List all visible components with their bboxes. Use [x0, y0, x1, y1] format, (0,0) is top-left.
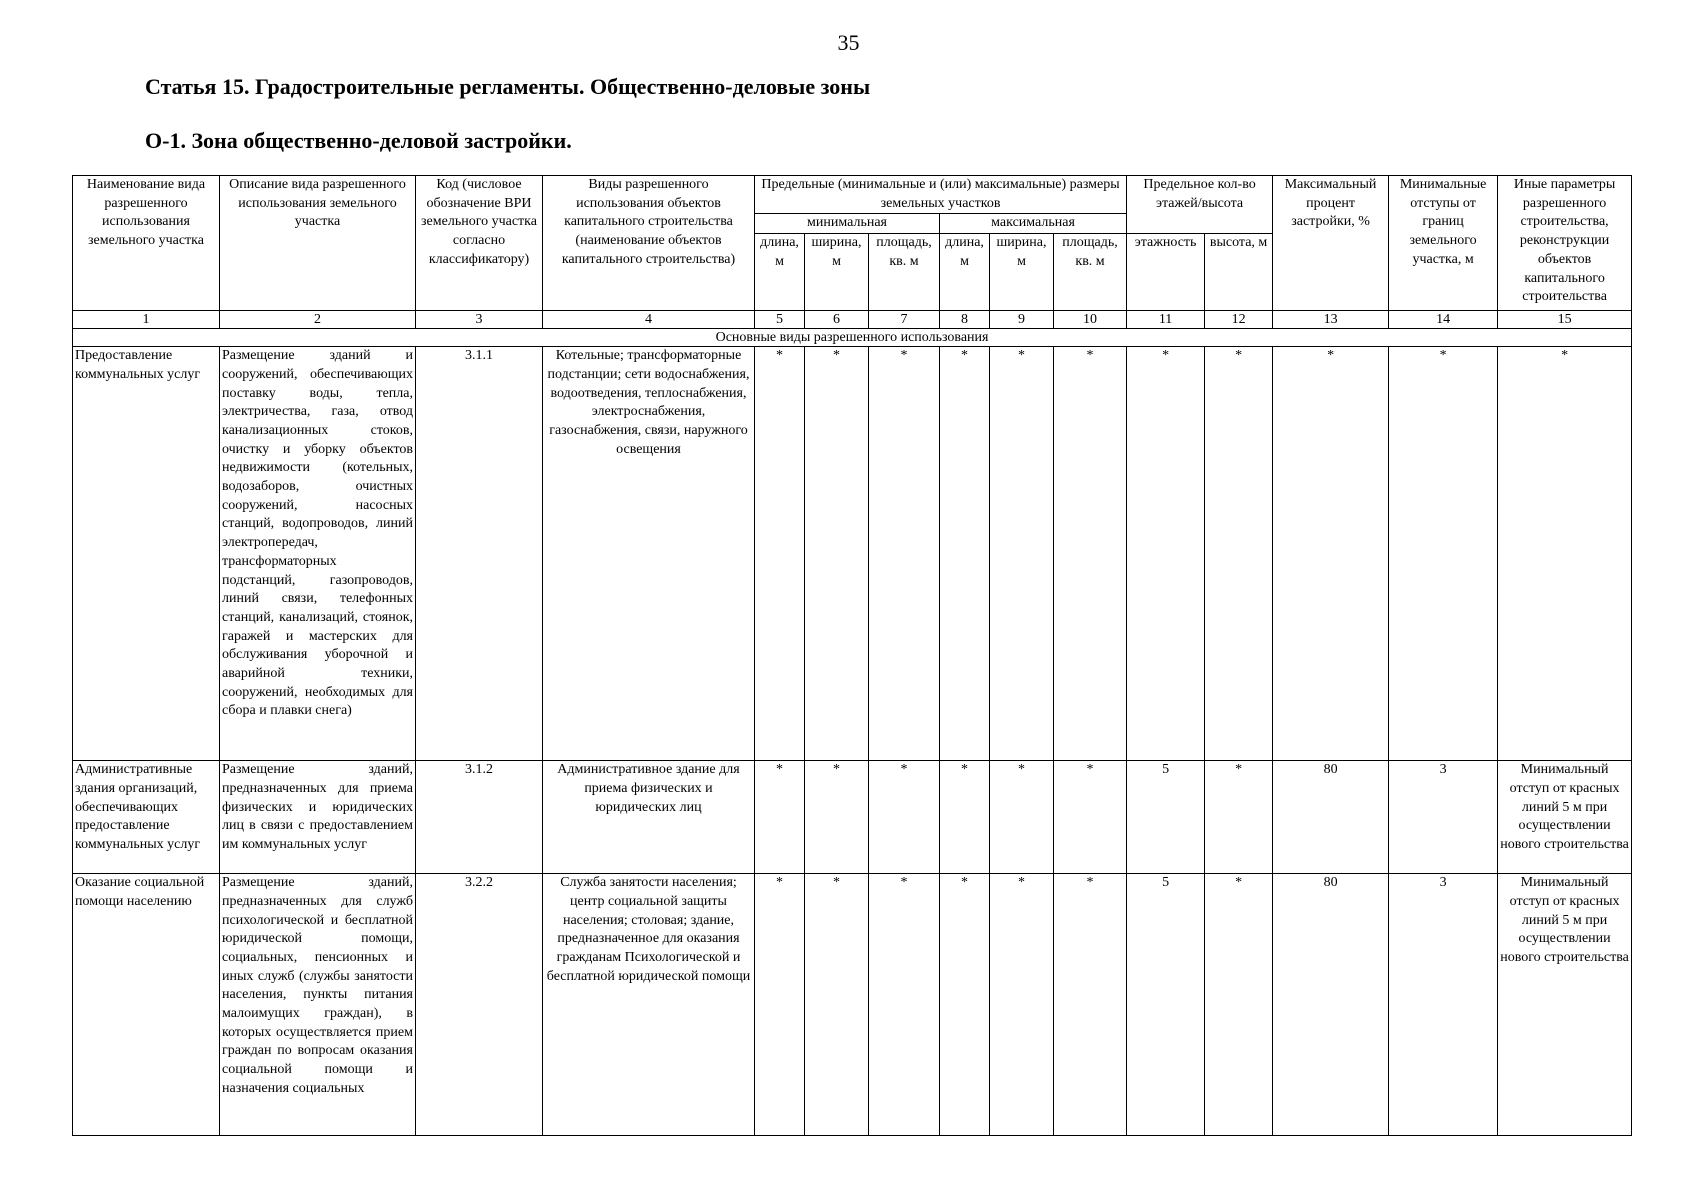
- column-number: 7: [869, 311, 940, 329]
- other-parameters-value: Минимальный отступ от красных линий 5 м при осуществлении нового строительства: [1498, 761, 1632, 874]
- header-max-length: длина, м: [940, 234, 990, 311]
- column-number: 12: [1205, 311, 1273, 329]
- column-number: 4: [543, 311, 755, 329]
- min-area-value: *: [869, 874, 940, 1136]
- header-row-1: [73, 176, 1632, 195]
- column-number: 5: [755, 311, 805, 329]
- vri-name: Оказание социальной помощи населению: [73, 874, 220, 1136]
- capital-objects: Административное здание для приема физических и юридических лиц: [543, 761, 755, 874]
- max-percent-value: 80: [1273, 761, 1389, 874]
- min-area-value: *: [869, 347, 940, 761]
- vri-name: Предоставление коммунальных услуг: [73, 347, 220, 761]
- floors-value: 5: [1127, 874, 1205, 1136]
- min-width-value: *: [805, 761, 869, 874]
- section-row: [73, 329, 1632, 347]
- article-title: Статья 15. Градостроительные регламенты. Общественно-деловые зоны: [145, 74, 871, 99]
- max-area-value: *: [1054, 347, 1127, 761]
- min-length-value: *: [755, 347, 805, 761]
- header-capital-objects: Виды разрешенного использования объектов капитального строительства (наименование объектов капитального строительства): [543, 176, 755, 311]
- header-max-area: площадь, кв. м: [1054, 234, 1127, 311]
- vri-description: Размещение зданий и сооружений, обеспечивающих поставку воды, тепла, электричества, газа, отвод канализационных стоков, очистку и уборку объектов недвижимости (котельных, водозаборов, очистных сооружений, насосных станций, водопроводов, линий электропередач, трансформаторных подстанций, газопроводов, линий связи, телефонных станций, канализаций, стоянок, гаражей и мастерских для обслуживания уборочной и аварийной техники, сооружений, необходимых для сбора и плавки снега): [220, 347, 416, 761]
- vri-code: 3.1.2: [416, 761, 543, 874]
- zone-title: О-1. Зона общественно-деловой застройки.: [145, 128, 572, 153]
- other-parameters-value: Минимальный отступ от красных линий 5 м при осуществлении нового строительства: [1498, 874, 1632, 1136]
- table-row: [73, 874, 1632, 1136]
- min-setback-value: *: [1389, 347, 1498, 761]
- min-area-value: *: [869, 761, 940, 874]
- header-maximum: максимальная: [940, 214, 1127, 234]
- min-length-value: *: [755, 874, 805, 1136]
- min-setback-value: 3: [1389, 761, 1498, 874]
- header-floors-height: Предельное кол-во этажей/высота: [1127, 176, 1273, 234]
- vri-description: Размещение зданий, предназначенных для служб психологической и бесплатной юридической помощи, социальных, пенсионных и иных служб (службы занятости населения, пункты питания малоимущих граждан), в которых осуществляется прием граждан по вопросам оказания социальной помощи и назначения социальных: [220, 874, 416, 1136]
- vri-code: 3.1.1: [416, 347, 543, 761]
- max-width-value: *: [990, 761, 1054, 874]
- height-value: *: [1205, 874, 1273, 1136]
- max-area-value: *: [1054, 874, 1127, 1136]
- page-number: 35: [837, 30, 860, 55]
- regulations-table: [72, 175, 1632, 1136]
- header-min-length: длина, м: [755, 234, 805, 311]
- header-min-area: площадь, кв. м: [869, 234, 940, 311]
- header-floors: этажность: [1127, 234, 1205, 311]
- max-length-value: *: [940, 874, 990, 1136]
- header-max-building-percent: Максимальный процент застройки, %: [1273, 176, 1389, 311]
- header-other-parameters: Иные параметры разрешенного строительства, реконструкции объектов капитального строительства: [1498, 176, 1632, 311]
- min-width-value: *: [805, 347, 869, 761]
- min-setback-value: 3: [1389, 874, 1498, 1136]
- column-numbers-row: [73, 311, 1632, 329]
- min-length-value: *: [755, 761, 805, 874]
- height-value: *: [1205, 761, 1273, 874]
- max-length-value: *: [940, 761, 990, 874]
- header-min-setbacks: Минимальные отступы от границ земельного участка, м: [1389, 176, 1498, 311]
- vri-description: Размещение зданий, предназначенных для приема физических и юридических лиц в связи с предоставлением им коммунальных услуг: [220, 761, 416, 874]
- section-title: Основные виды разрешенного использования: [73, 329, 1632, 347]
- column-number: 10: [1054, 311, 1127, 329]
- column-number: 1: [73, 311, 220, 329]
- vri-code: 3.2.2: [416, 874, 543, 1136]
- header-height: высота, м: [1205, 234, 1273, 311]
- column-number: 15: [1498, 311, 1632, 329]
- column-number: 11: [1127, 311, 1205, 329]
- vri-name: Административные здания организаций, обеспечивающих предоставление коммунальных услуг: [73, 761, 220, 874]
- header-min-width: ширина, м: [805, 234, 869, 311]
- column-number: 3: [416, 311, 543, 329]
- capital-objects: Служба занятости населения; центр социальной защиты населения; столовая; здание, предназначенное для оказания гражданам Психологической и бесплатной юридической помощи: [543, 874, 755, 1136]
- floors-value: *: [1127, 347, 1205, 761]
- column-number: 14: [1389, 311, 1498, 329]
- header-max-width: ширина, м: [990, 234, 1054, 311]
- header-vri-code: Код (числовое обозначение ВРИ земельного участка согласно классификатору): [416, 176, 543, 311]
- table-row: [73, 347, 1632, 761]
- table-row: [73, 761, 1632, 874]
- floors-value: 5: [1127, 761, 1205, 874]
- header-vri-description: Описание вида разрешенного использования земельного участка: [220, 176, 416, 311]
- column-number: 8: [940, 311, 990, 329]
- column-number: 6: [805, 311, 869, 329]
- max-percent-value: 80: [1273, 874, 1389, 1136]
- max-percent-value: *: [1273, 347, 1389, 761]
- max-area-value: *: [1054, 761, 1127, 874]
- min-width-value: *: [805, 874, 869, 1136]
- header-vri-name: Наименование вида разрешенного использования земельного участка: [73, 176, 220, 311]
- max-width-value: *: [990, 347, 1054, 761]
- max-width-value: *: [990, 874, 1054, 1136]
- max-length-value: *: [940, 347, 990, 761]
- column-number: 13: [1273, 311, 1389, 329]
- column-number: 2: [220, 311, 416, 329]
- capital-objects: Котельные; трансформаторные подстанции; сети водоснабжения, водоотведения, теплоснабжения, электроснабжения, газоснабжения, связи, наружного освещения: [543, 347, 755, 761]
- header-minimum: минимальная: [755, 214, 940, 234]
- height-value: *: [1205, 347, 1273, 761]
- header-plot-size-limits: Предельные (минимальные и (или) максимальные) размеры земельных участков: [755, 176, 1127, 214]
- column-number: 9: [990, 311, 1054, 329]
- other-parameters-value: *: [1498, 347, 1632, 761]
